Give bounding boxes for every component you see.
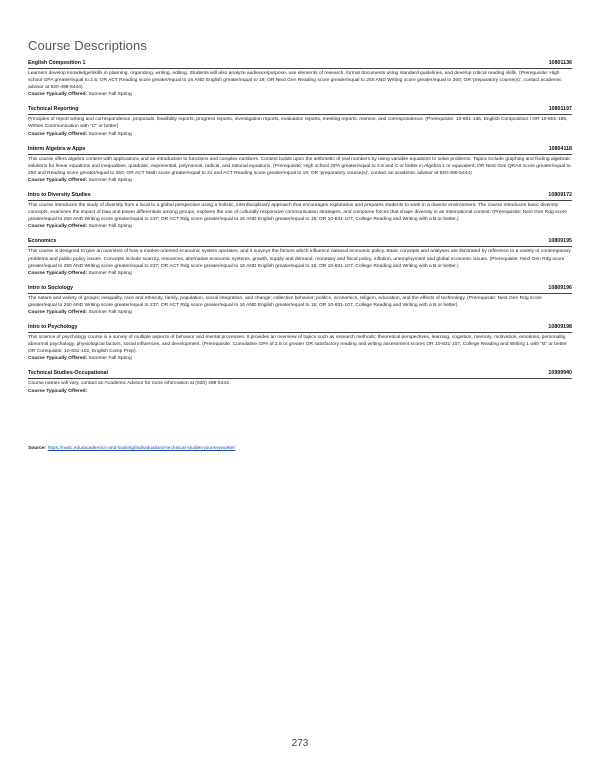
course-header: [28, 146, 572, 155]
course-offered: [28, 388, 572, 395]
course-code: 10801197: [548, 106, 572, 113]
course-entry: [28, 192, 572, 230]
course-header: [28, 106, 572, 115]
offered-label: Course Typically Offered:: [28, 356, 88, 362]
course-entry: [28, 146, 572, 184]
offered-label: Course Typically Offered:: [28, 92, 88, 98]
course-entry: [28, 324, 572, 362]
course-description: The nature and variety of groups; inequality, race and ethnicity, family, population, social integration, and change; collective behavior; politics, economics, religion, education, and the effects of technology. (Prerequisite: Next Gen Rdg score greater/equal to 250 AND Writing score greater/equal to 237; OR ACT Rdg score greater/equal to 16 AND English greater/equal to 15; OR 10-831-107, College Reading and Writing with a B or better): [28, 295, 542, 308]
course-code: 10999940: [548, 370, 572, 377]
course-description: This course introduces the study of diversity from a local to a global perspective using a holistic, interdisciplinary approach that encourages exploration and prepares students to work in a diverse environment. The course introduces basic diversity concepts, examines the impact of bias and power differentials among groups, explores the use of culturally responsive communication strategies, and compares forces that shape diversity in an international context. (Prerequisite: Next Gen Rdg score greater/equal to 250 AND Writing score greater/equal to 237; OR ACT Rdg score greater/equal to 16 AND English greater/equal to 15; OR 10-831-107, College Reading and Writing with a B or better.): [28, 203, 567, 223]
course-description: This course offers algebra content with applications and an introduction to functions and complex numbers. Content builds upon the arithmetic of real numbers by using variable equations to solve problems. Topics include graphing and finding algebraic solutions for linear equations and inequalities, quadratic, exponential, polynomial, radical, and rational equations. (Prerequisite: High school GPA greater/equal to 2.6 and C or better in Algebra 1 or equivalent; OR Next Gen QRAS score greater/equal to 250 and Reading score greater/equal to 250; OR ACT Math score greater/equal to 21 and ACT Reading score greater/equal to 16; OR 'preparatory course(s)', contact an academic advisor at 920-498-5444): [28, 156, 571, 176]
course-header: [28, 285, 572, 294]
course-list: [28, 60, 572, 403]
course-entry: [28, 285, 572, 316]
course-description: Learners develop knowledge/skills in planning, organizing, writing, editing. Students will also analyze audience/purpose, use elements of research, format documents using standard guidelines, and develop critical reading skills. (Prerequisite: High school GPA greater/equal to 2.6; OR ACT Reading score greater/equal to 16 AND English greater/equal to 18; OR Next Gen Reading score greater/equal to 250 AND Writing score greater/equal to 260; OR 'preparatory course(s)', contact academic advisor at 920-498-5444): [28, 71, 562, 91]
course-title: Technical Reporting: [28, 106, 79, 113]
page-title: Course Descriptions: [28, 38, 147, 53]
source-link[interactable]: https://nwtc.edu/academics-and-training/individualized-technical-studies-journeyworker: [47, 446, 236, 451]
page-number: 273: [291, 738, 309, 749]
course-code: 10809195: [548, 238, 572, 245]
course-description: This science of psychology course is a survey of multiple aspects of behavior and mental processes. It provides an overview of topics such as research methods; theoretical perspectives, learning, cognition, memory, motivation, emotions, personality, abnormal psychology, physiological factors, social influences, and development. (Prerequisite: Cumulative GPA of 2.6 or greater OR satisfactory reading and writing assessment scores OR 10-831-107, College Reading and Writing 1 with "B" or better OR Corequisite: 10-831-102, English Comp Prep).: [28, 335, 567, 355]
offered-terms: Summer Fall Spring: [88, 356, 132, 362]
course-title: Intro to Psychology: [28, 324, 78, 331]
source-label: Source:: [28, 446, 47, 451]
course-offered: [28, 131, 572, 138]
offered-terms: Summer Fall Spring: [88, 92, 132, 98]
course-entry: [28, 106, 572, 137]
course-code: 10801136: [548, 60, 572, 66]
course-offered: [28, 177, 572, 184]
course-offered: [28, 309, 572, 316]
course-header: [28, 324, 572, 333]
course-title: Technical Studies-Occupational: [28, 370, 108, 377]
course-entry: [28, 370, 572, 394]
course-code: 10809172: [548, 192, 572, 199]
course-code: 10809198: [548, 324, 572, 331]
course-title: English Composition 1: [28, 60, 86, 66]
course-description: Principles of report writing and correspondence, proposals, feasibility reports, progress reports, investigation reports, evaluation reports, meeting reports, memos, and correspondence. (Prerequisite: 10-801-136, English Composition I OR 10-801-195, Written Communication with "C" or better): [28, 117, 568, 130]
course-offered: [28, 355, 572, 362]
offered-label: Course Typically Offered:: [28, 131, 88, 137]
offered-label: Course Typically Offered:: [28, 224, 88, 230]
source-citation: [28, 445, 235, 452]
course-entry: [28, 238, 572, 276]
offered-label: Course Typically Offered:: [28, 177, 88, 183]
course-title: Interm Algebra w Apps: [28, 145, 86, 152]
offered-label: Course Typically Offered:: [28, 388, 88, 394]
offered-terms: Summer Fall Spring: [88, 270, 132, 276]
offered-terms: Summer Fall Spring: [88, 131, 132, 137]
course-header: [28, 60, 572, 69]
course-code: 10804118: [548, 145, 572, 152]
course-title: Intro to Diversity Studies: [28, 192, 91, 199]
offered-terms: Summer Fall Spring: [88, 224, 132, 230]
course-offered: [28, 91, 572, 98]
course-offered: [28, 223, 572, 230]
offered-label: Course Typically Offered:: [28, 309, 88, 315]
course-header: [28, 192, 572, 201]
course-description: This course is designed to give an overview of how a market-oriented economic system operates, and it surveys the factors which influence national economic policy. Basic concepts and analyses are illustrated by reference to a variety of contemporary problems and public policy issues. Concepts include scarcity, resources, alternative economic systems, growth, supply and demand, monetary and fiscal policy, inflation, unemployment and global economic issues. (Prerequisite: Next Gen Rdg score greater/equal to 250 AND Writing score greater/equal to 237; OR ACT Rdg score greater/equal to 16 AND English greater/equal to 15; OR 10-831-107, College Reading and Writing with a B or better.): [28, 249, 571, 269]
course-header: [28, 370, 572, 379]
course-description: Course names will vary, contact an Academic Advisor for more information at (920) 498-5444.: [28, 381, 231, 387]
course-code: 10809196: [548, 284, 572, 291]
course-header: [28, 238, 572, 247]
course-title: Intro to Sociology: [28, 284, 74, 291]
course-title: Economics: [28, 238, 57, 245]
offered-label: Course Typically Offered:: [28, 270, 88, 276]
course-offered: [28, 270, 572, 277]
offered-terms: Summer Fall Spring: [88, 309, 132, 315]
offered-terms: Summer Fall Spring: [88, 177, 132, 183]
course-entry: [28, 60, 572, 98]
